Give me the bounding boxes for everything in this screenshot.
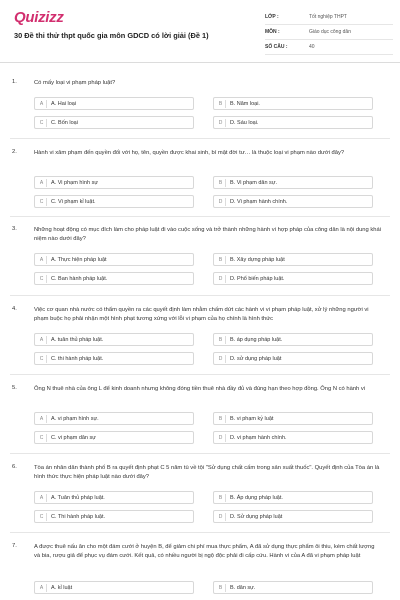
option-text: B. áp dụng pháp luật. (230, 337, 283, 343)
option-c[interactable] (34, 116, 194, 129)
option-text: D. Sáu loại. (230, 120, 259, 126)
option-text: D. Sử dụng pháp luật (230, 514, 283, 520)
option-letter: B (216, 584, 226, 592)
option-a[interactable] (34, 176, 194, 189)
option-c[interactable] (34, 195, 194, 208)
option-b[interactable] (213, 491, 373, 504)
question-number: 6. (12, 464, 17, 470)
option-c[interactable] (34, 272, 194, 285)
option-text: C. vi phạm dân sự (51, 435, 96, 441)
worksheet-header (0, 0, 400, 63)
question-number: 7. (12, 543, 17, 549)
option-text: A. kỉ luật (51, 585, 73, 591)
option-text: C. Vi phạm kỉ luật. (51, 199, 96, 205)
option-text: A. Thực hiện pháp luật (51, 257, 107, 263)
option-letter: B (216, 494, 226, 502)
option-text: B. Năm loại. (230, 101, 260, 107)
option-text: B. vi phạm kỷ luật (230, 416, 274, 422)
option-letter: A (37, 100, 47, 108)
option-text: A. Tuân thủ pháp luật. (51, 495, 105, 501)
question-number: 1. (12, 79, 17, 85)
option-letter: C (37, 355, 47, 363)
option-letter: A (37, 494, 47, 502)
meta-table (265, 10, 393, 55)
option-text: B. dân sự. (230, 585, 256, 591)
option-letter: C (37, 434, 47, 442)
option-letter: A (37, 256, 47, 264)
option-d[interactable] (213, 116, 373, 129)
document-title: 30 Đề thi thử thpt quốc gia môn GDCD có lời giải (Đề 1) (14, 31, 209, 40)
question-divider (10, 374, 390, 375)
option-letter: D (216, 513, 226, 521)
meta-key: LỚP : (265, 14, 279, 20)
option-letter: C (37, 513, 47, 521)
question-divider (10, 532, 390, 533)
meta-key: MÔN : (265, 29, 280, 35)
question-text: A được thuê nấu ăn cho một đám cưới ở huyện B, để giảm chi phí mua thực phẩm, A đã sử dụng thực phẩm ôi thiu, kém chất lượng và bia, rượu giả để phục vụ đám cưới. Kết quả, có nhiều người bị ngộ độc phải đi cấp cứu. Hành vi của A đã vi phạm pháp luật (34, 544, 375, 559)
question-number: 4. (12, 306, 17, 312)
option-d[interactable] (213, 272, 373, 285)
option-letter: B (216, 415, 226, 423)
option-text: B. Áp dụng pháp luật. (230, 495, 283, 501)
option-text: B. Xây dựng pháp luật (230, 257, 285, 263)
question-number: 3. (12, 226, 17, 232)
option-text: C. Ban hành pháp luật. (51, 276, 108, 282)
question-text: Việc cơ quan nhà nước có thẩm quyền ra các quyết định làm nhằm chấm dứt các hành vi vi phạm pháp luật, xử lý những người vi phạm buộc họ phải nhận một hình phạt tương xứng với lỗi vi phạm của họ chính là hình thức (34, 307, 369, 322)
option-c[interactable] (34, 352, 194, 365)
option-letter: D (216, 434, 226, 442)
option-text: A. Vi phạm hình sự (51, 180, 98, 186)
option-letter: A (37, 179, 47, 187)
question-text: Những hoạt động có mục đích làm cho pháp luật đi vào cuộc sống và trở thành những hành vi hợp pháp của công dân là nội dung khái niệm nào dưới đây? (34, 227, 381, 242)
meta-value: Tốt nghiệp THPT (309, 14, 347, 20)
option-text: D. vi phạm hành chính. (230, 435, 287, 441)
option-d[interactable] (213, 510, 373, 523)
option-letter: A (37, 336, 47, 344)
option-letter: D (216, 198, 226, 206)
meta-row-count (265, 40, 393, 55)
option-text: C. thi hành pháp luật. (51, 356, 104, 362)
option-b[interactable] (213, 176, 373, 189)
option-d[interactable] (213, 352, 373, 365)
option-b[interactable] (213, 253, 373, 266)
question-text: Tòa án nhân dân thành phố B ra quyết định phạt C 5 năm tù về tội "Sử dụng chất cấm trong sản xuất thuốc". Quyết định của Tòa án là hình thức thực hiện pháp luật nào dưới đây? (34, 465, 380, 480)
meta-row-class (265, 10, 393, 25)
meta-row-subject (265, 25, 393, 40)
option-b[interactable] (213, 581, 373, 594)
option-a[interactable] (34, 491, 194, 504)
option-letter: D (216, 119, 226, 127)
question-text: Ông N thuê nhà của ông L để kinh doanh nhưng không đóng tiền thuê nhà đầy đủ và đúng hạn theo hợp đồng. Ông N có hành vi (34, 386, 366, 392)
option-text: A. tuân thủ pháp luật. (51, 337, 104, 343)
question-text: Có mấy loại vi phạm pháp luật? (34, 80, 116, 86)
option-text: C. Thi hành pháp luật. (51, 514, 106, 520)
option-text: A. Hai loại (51, 101, 77, 107)
option-b[interactable] (213, 412, 373, 425)
question-number: 5. (12, 385, 17, 391)
option-c[interactable] (34, 510, 194, 523)
option-letter: A (37, 415, 47, 423)
question-divider (10, 453, 390, 454)
option-letter: C (37, 198, 47, 206)
option-letter: B (216, 336, 226, 344)
question-divider (10, 216, 390, 217)
option-a[interactable] (34, 581, 194, 594)
question-divider (10, 295, 390, 296)
option-text: A. vi phạm hình sự. (51, 416, 99, 422)
option-letter: C (37, 119, 47, 127)
option-text: D. Phổ biến pháp luật. (230, 276, 285, 282)
option-text: D. sử dụng pháp luật (230, 356, 282, 362)
option-a[interactable] (34, 333, 194, 346)
question-number: 2. (12, 149, 17, 155)
option-text: B. Vi phạm dân sự. (230, 180, 277, 186)
meta-value: 40 (309, 44, 315, 50)
question-divider (10, 138, 390, 139)
option-a[interactable] (34, 97, 194, 110)
option-a[interactable] (34, 253, 194, 266)
option-text: D. Vi phạm hành chính. (230, 199, 288, 205)
question-text: Hành vi xâm phạm đến quyền đối với họ, tên, quyền được khai sinh, bí mật đời tư… là thuộc loại vi phạm nào dưới đây? (34, 150, 345, 156)
option-letter: D (216, 355, 226, 363)
option-d[interactable] (213, 195, 373, 208)
option-letter: D (216, 275, 226, 283)
option-letter: A (37, 584, 47, 592)
option-b[interactable] (213, 97, 373, 110)
option-text: C. Bốn loại (51, 120, 78, 126)
option-letter: C (37, 275, 47, 283)
option-letter: B (216, 179, 226, 187)
option-d[interactable] (213, 431, 373, 444)
option-c[interactable] (34, 431, 194, 444)
quizizz-logo: Quizizz (14, 9, 64, 26)
option-b[interactable] (213, 333, 373, 346)
meta-key: SỐ CÂU : (265, 44, 288, 50)
meta-value: Giáo dục công dân (309, 29, 351, 35)
option-letter: B (216, 256, 226, 264)
option-letter: B (216, 100, 226, 108)
option-a[interactable] (34, 412, 194, 425)
